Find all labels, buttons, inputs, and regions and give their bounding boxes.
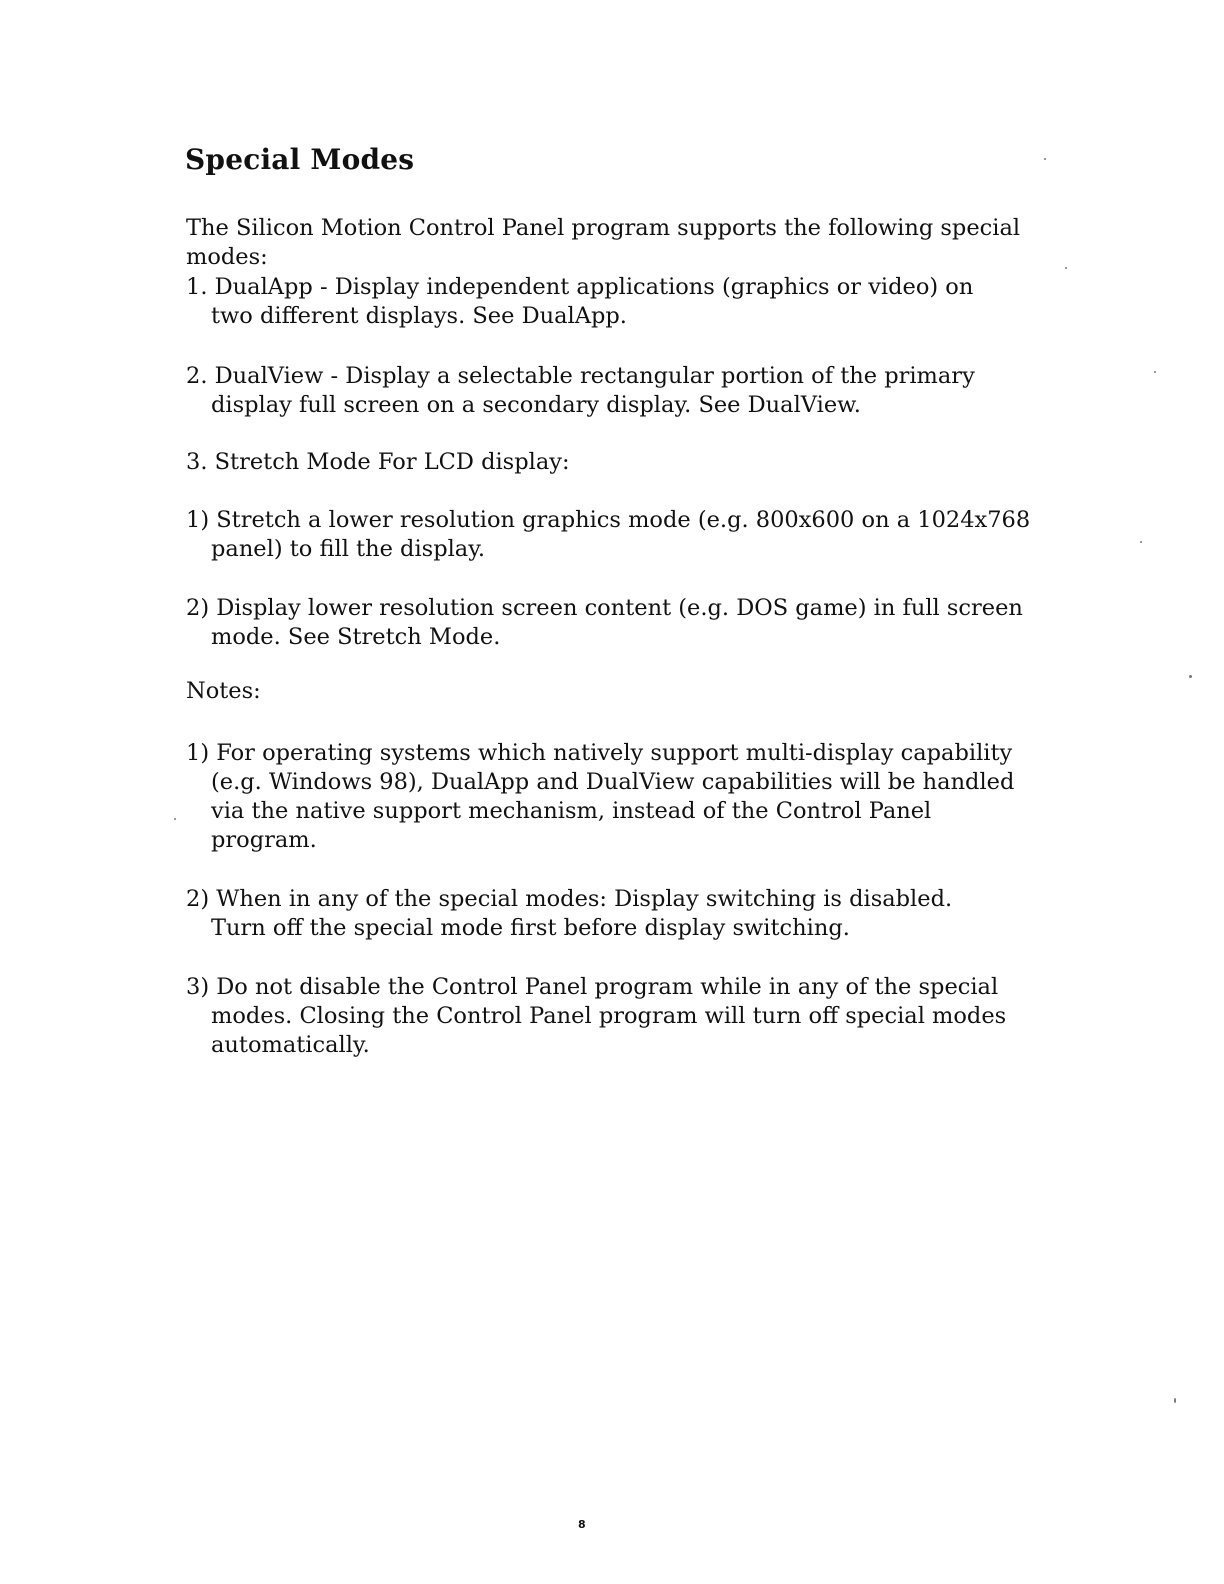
note-3 bbox=[186, 973, 1006, 1060]
page-number: 8 bbox=[578, 1518, 586, 1531]
note-line: Turn off the special mode first before display switching. bbox=[211, 915, 850, 941]
mode-item-line: 1. DualApp - Display independent applications (graphics or video) on bbox=[186, 274, 974, 300]
notes-heading: Notes: bbox=[186, 678, 261, 704]
stretch-item-line: 1) Stretch a lower resolution graphics mode (e.g. 800x600 on a 1024x768 bbox=[186, 507, 1031, 533]
note-line: 2) When in any of the special modes: Display switching is disabled. bbox=[186, 886, 953, 912]
stretch-item-2 bbox=[186, 594, 1023, 652]
mode-item-line: 3. Stretch Mode For LCD display: bbox=[186, 449, 570, 475]
scan-speck bbox=[1065, 267, 1067, 269]
mode-item-dualview bbox=[186, 362, 975, 420]
note-1 bbox=[186, 739, 1014, 855]
scan-speck bbox=[1189, 675, 1192, 678]
scan-speck bbox=[174, 818, 176, 820]
intro-line: The Silicon Motion Control Panel program supports the following special bbox=[186, 215, 1021, 241]
scan-speck bbox=[1140, 541, 1142, 543]
note-line: via the native support mechanism, instead of the Control Panel bbox=[211, 798, 932, 824]
note-line: 1) For operating systems which natively support multi-display capability bbox=[186, 740, 1013, 766]
stretch-item-line: 2) Display lower resolution screen content (e.g. DOS game) in full screen bbox=[186, 595, 1023, 621]
note-line: modes. Closing the Control Panel program will turn off special modes bbox=[211, 1003, 1007, 1029]
intro-line: modes: bbox=[186, 244, 268, 270]
stretch-item-line: mode. See Stretch Mode. bbox=[211, 624, 501, 650]
note-line: automatically. bbox=[211, 1032, 370, 1058]
note-line: 3) Do not disable the Control Panel program while in any of the special bbox=[186, 974, 999, 1000]
scan-speck bbox=[1154, 371, 1156, 373]
intro-paragraph bbox=[186, 214, 1020, 272]
mode-item-dualapp bbox=[186, 273, 973, 331]
note-2 bbox=[186, 885, 952, 943]
note-line: program. bbox=[211, 827, 317, 853]
mode-item-line: display full screen on a secondary display. See DualView. bbox=[211, 392, 861, 418]
stretch-item-line: panel) to fill the display. bbox=[211, 536, 486, 562]
mode-item-line: 2. DualView - Display a selectable rectangular portion of the primary bbox=[186, 363, 975, 389]
note-line: (e.g. Windows 98), DualApp and DualView capabilities will be handled bbox=[211, 769, 1015, 795]
mode-item-line: two different displays. See DualApp. bbox=[211, 303, 627, 329]
mode-item-stretch bbox=[186, 448, 570, 477]
stretch-item-1 bbox=[186, 506, 1030, 564]
page-title: Special Modes bbox=[185, 143, 415, 176]
scan-speck bbox=[1044, 158, 1046, 160]
scan-speck bbox=[1174, 1398, 1176, 1403]
